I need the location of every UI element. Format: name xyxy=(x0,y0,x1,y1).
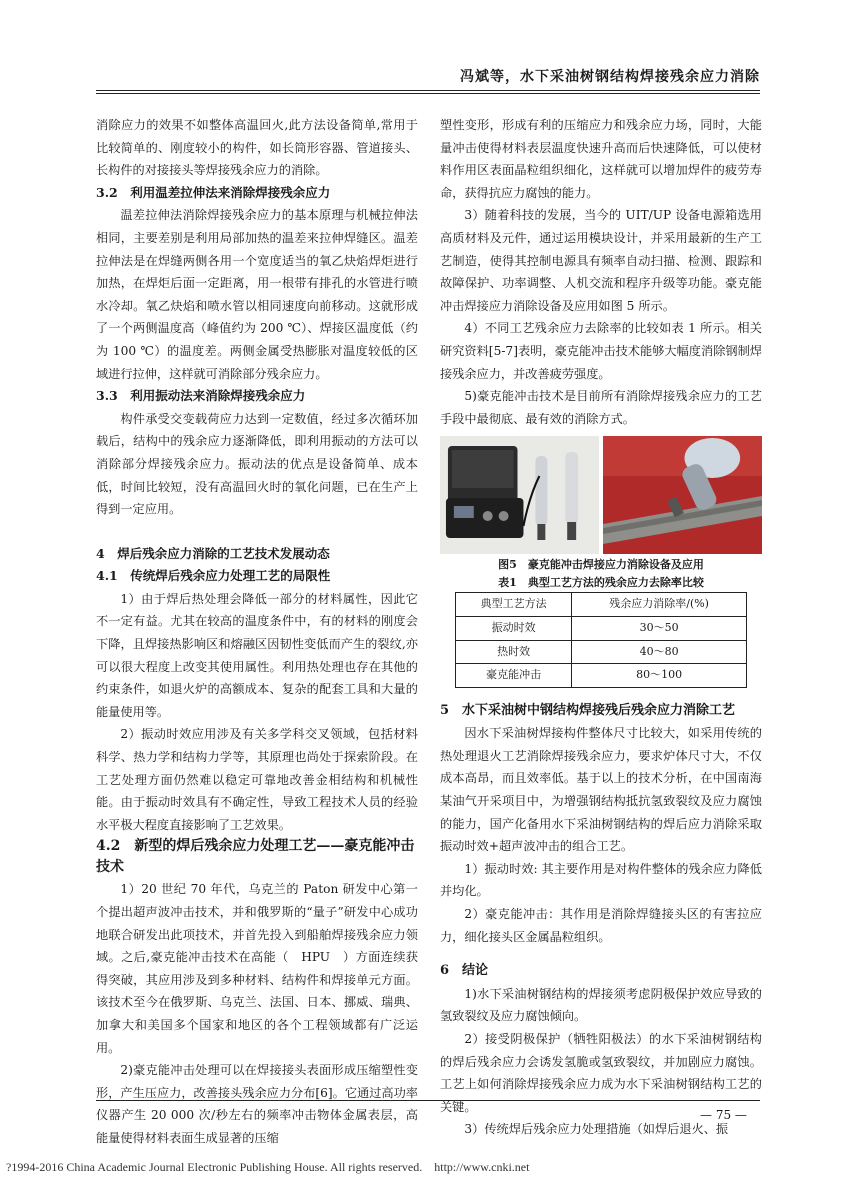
application-photo xyxy=(603,436,762,554)
running-header: 冯斌等，水下采油树钢结构焊接残余应力消除 xyxy=(96,66,760,91)
table-cell: 30～50 xyxy=(572,616,747,640)
paragraph: 温差拉伸法消除焊接残余应力的基本原理与机械拉伸法相同，主要差别是利用局部加热的温差来拉伸焊缝区。温差拉伸法是在焊缝两侧各用一个宽度适当的氧乙炔焰焊炬进行加热，在焊炬后面一定距离，用一根带有排孔的水管进行喷水冷却。氧乙炔焰和喷水管以相同速度向前移动。这就形成了一个两侧温度高（峰值约为 200 ℃）、焊接区温度低（约为 100 ℃）的温度差。两侧金属受热膨胀对温度较低的区域进行拉伸，这样就可消除部分残余应力。 xyxy=(96,208,418,381)
paragraph: 构件承受交变载荷应力达到一定数值，经过多次循环加载后，结构中的残余应力逐渐降低，即利用振动的方法可以消除部分焊接残余应力。振动法的优点是设备简单、成本低，时间比较短，没有高温回火时的氧化问题，已在生产上得到一定应用。 xyxy=(96,411,418,517)
table-header-rate: 残余应力消除率/(%) xyxy=(572,593,747,617)
paragraph: 1)水下采油树钢结构的焊接须考虑阴极保护效应导致的氢致裂纹及应力腐蚀倾向。 xyxy=(440,986,762,1024)
paragraph: 1）由于焊后热处理会降低一部分的材料属性，因此它不一定有益。尤其在较高的温度条件中，有的材料的刚度会下降，且焊接热影响区和熔融区因韧性变低而产生的裂纹,亦可以很大程度上改变其使用属性。利用热处理也存在其他的约束条件，如退火炉的高额成本、复杂的配套工具和大量的能量使用等。 xyxy=(96,591,418,719)
paragraph: 4）不同工艺残余应力去除率的比较如表 1 所示。相关研究资料[5-7]表明，豪克能冲击技术能够大幅度消除钢制焊接残余应力，并改善疲劳强度。 xyxy=(440,321,762,381)
figure-5 xyxy=(440,436,762,554)
section-heading-5: 5 水下采油树中钢结构焊接残后残余应力消除工艺 xyxy=(440,702,736,718)
paragraph: 3）随着科技的发展，当今的 UIT/UP 设备电源箱选用高质材料及元件，通过运用模块设计，并采用最新的生产工艺制造，使得其控制电源具有频率自动扫描、检测、跟踪和故障保护、功率调整、人机交流和程序升级等功能。豪克能冲击焊接应力消除设备及应用如图 5 所示。 xyxy=(440,208,762,313)
paragraph: 2）接受阴极保护（牺牲阳极法）的水下采油树钢结构的焊后残余应力会诱发氢脆或氢致裂纹，并加剧应力腐蚀。工艺上如何消除焊接残余应力成为水下采油树钢结构工艺的关键。 xyxy=(440,1032,762,1114)
section-heading-3-3: 3.3 利用振动法来消除焊接残余应力 xyxy=(96,388,306,404)
figure-caption: 图5 豪克能冲击焊接应力消除设备及应用 xyxy=(498,558,704,572)
paragraph: 2）豪克能冲击：其作用是消除焊缝接头区的有害拉应力，细化接头区金属晶粒组织。 xyxy=(440,907,762,944)
table-caption: 表1 典型工艺方法的残余应力去除率比较 xyxy=(498,576,704,590)
paragraph: 1）振动时效: 其主要作用是对构件整体的残余应力降低并均化。 xyxy=(440,861,762,899)
paragraph: 消除应力的效果不如整体高温回火,此方法设备简单,常用于比较简单的、刚度较小的构件，如长筒形容器、管道接头、长构件的对接接头等焊接残余应力的消除。 xyxy=(96,118,418,178)
paragraph: 1）20 世纪 70 年代，乌克兰的 Paton 研发中心第一个提出超声波冲击技术，并和俄罗斯的“量子”研发中心成功地联合研发出此项技术，并首先投入到船舶焊接残余应力领域。之后,豪克能冲击技术在高能（ HPU ）方面连续获得突破，其应用涉及到多种材料、结构件和焊接单元方面。该技术至今在俄罗斯、乌克兰、法国、日本、挪威、瑞典、加拿大和美国多个国家和地区的各个工程领域都有广泛运用。 xyxy=(96,882,418,1055)
table-row xyxy=(456,664,747,688)
paragraph: 2)豪克能冲击处理可以在焊接接头表面形成压缩塑性变形，产生压应力，改善接头残余应力分布[6]。它通过高功率仪器产生 20 000 次/秒左右的频率冲击物体金属表层，高能量使得材料表面生成显著的压缩 xyxy=(96,1063,418,1145)
residual-stress-table xyxy=(455,592,747,687)
footer-rule xyxy=(96,1100,760,1101)
table-header-method: 典型工艺方法 xyxy=(456,593,572,617)
table-cell: 40～80 xyxy=(572,640,747,664)
table-cell: 80～100 xyxy=(572,664,747,688)
section-heading-3-2: 3.2 利用温差拉伸法来消除焊接残余应力 xyxy=(96,184,331,200)
table-cell: 豪克能冲击 xyxy=(456,664,572,688)
table-cell: 热时效 xyxy=(456,640,572,664)
section-heading-6: 6 结论 xyxy=(440,963,489,979)
paragraph: 5)豪克能冲击技术是目前所有消除焊接残余应力的工艺手段中最彻底、最有效的消除方式。 xyxy=(440,389,762,426)
copyright-notice: ?1994-2016 China Academic Journal Electronic Publishing House. All rights reserved. http://www.cnki.net xyxy=(6,1160,530,1174)
paragraph: 2）振动时效应用涉及有关多学科交叉领域，包括材料科学、热力学和结构力学等，其原理也尚处于探索阶段。在工艺处理方面仍然难以稳定可靠地改善金相结构和机械性能。由于振动时效具有不确定性，导致工程技术人员的经验水平极大程度直接影响了工艺效果。 xyxy=(96,727,418,832)
page-number: — 75 — xyxy=(700,1108,747,1122)
section-heading-4: 4 焊后残余应力消除的工艺技术发展动态 xyxy=(96,545,330,561)
section-heading-4-2: 4.2 新型的焊后残余应力处理工艺——豪克能冲击技术 xyxy=(96,838,415,876)
paragraph: 塑性变形，形成有利的压缩应力和残余应力场，同时，大能量冲击使得材料表层温度快速升高而后快速降低，可以使材料作用区表面晶粒组织细化，这样就可以增加焊件的疲劳寿命，获得抗应力腐蚀的能力。 xyxy=(440,118,762,200)
section-heading-4-1: 4.1 传统焊后残余应力处理工艺的局限性 xyxy=(96,568,331,584)
table-cell: 振动时效 xyxy=(456,616,572,640)
paragraph: 因水下采油树焊接构件整体尺寸比较大，如采用传统的热处理退火工艺消除焊接残余应力，要求炉体尺寸大，不仅成本高昂，而且效率低。基于以上的技术分析，在中国南海某油气开采项目中，为增强钢结构抵抗氢致裂纹及应力腐蚀的能力，国产化备用水下采油树钢结构的焊后应力消除采取振动时效+超声波冲击的组合工艺。 xyxy=(440,726,762,854)
paragraph: 3）传统焊后残余应力处理措施（如焊后退火、振 xyxy=(464,1122,729,1137)
table-row xyxy=(456,640,747,664)
left-column xyxy=(96,114,418,1150)
table-row xyxy=(456,616,747,640)
equipment-photo xyxy=(440,436,599,554)
right-column xyxy=(440,114,762,1141)
